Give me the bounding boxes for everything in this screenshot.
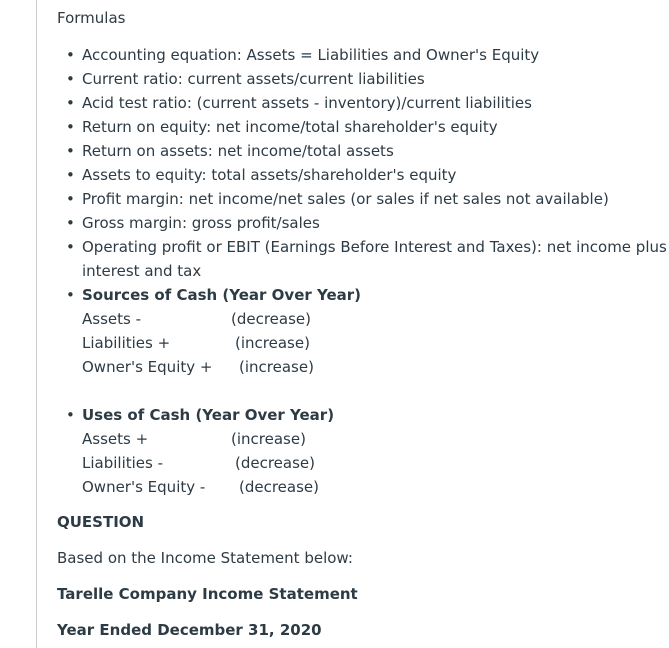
list-item: Operating profit or EBIT (Earnings Before Interest and Taxes): net income plus (82, 238, 667, 256)
sources-row-label: Assets - (82, 310, 141, 328)
sources-row-label: Liabilities + (82, 334, 171, 352)
bullet: • (66, 142, 75, 160)
left-border (36, 0, 37, 648)
question-text: Based on the Income Statement below: (57, 549, 353, 567)
uses-row-value: (decrease) (235, 454, 316, 472)
list-item: Current ratio: current assets/current liabilities (82, 70, 425, 88)
list-item: Return on assets: net income/total assets (82, 142, 394, 160)
uses-of-cash-title: Uses of Cash (Year Over Year) (82, 406, 335, 424)
sources-row-label: Owner's Equity + (82, 358, 213, 376)
bullet: • (66, 166, 75, 184)
list-item: Return on equity: net income/total shareholder's equity (82, 118, 498, 136)
bullet: • (66, 70, 75, 88)
sources-row-value: (increase) (239, 358, 314, 376)
sources-of-cash-title: Sources of Cash (Year Over Year) (82, 286, 362, 304)
uses-row-value: (decrease) (239, 478, 320, 496)
list-item-continuation: interest and tax (82, 262, 202, 280)
statement-period: Year Ended December 31, 2020 (57, 621, 322, 639)
sources-row-value: (increase) (235, 334, 310, 352)
uses-row-label: Owner's Equity - (82, 478, 206, 496)
list-item: Assets to equity: total assets/shareholder's equity (82, 166, 457, 184)
question-heading: QUESTION (57, 513, 145, 531)
bullet: • (66, 94, 75, 112)
bullet: • (66, 406, 75, 424)
bullet: • (66, 286, 75, 304)
list-item: Profit margin: net income/net sales (or sales if net sales not available) (82, 190, 609, 208)
uses-row-label: Liabilities - (82, 454, 164, 472)
statement-title: Tarelle Company Income Statement (57, 585, 358, 603)
bullet: • (66, 238, 75, 256)
uses-row-label: Assets + (82, 430, 149, 448)
list-item: Gross margin: gross profit/sales (82, 214, 320, 232)
bullet: • (66, 190, 75, 208)
bullet: • (66, 118, 75, 136)
section-title: Formulas (57, 9, 126, 27)
list-item: Accounting equation: Assets = Liabilities and Owner's Equity (82, 46, 540, 64)
bullet: • (66, 46, 75, 64)
bullet: • (66, 214, 75, 232)
uses-row-value: (increase) (231, 430, 306, 448)
sources-row-value: (decrease) (231, 310, 312, 328)
list-item: Acid test ratio: (current assets - inventory)/current liabilities (82, 94, 532, 112)
